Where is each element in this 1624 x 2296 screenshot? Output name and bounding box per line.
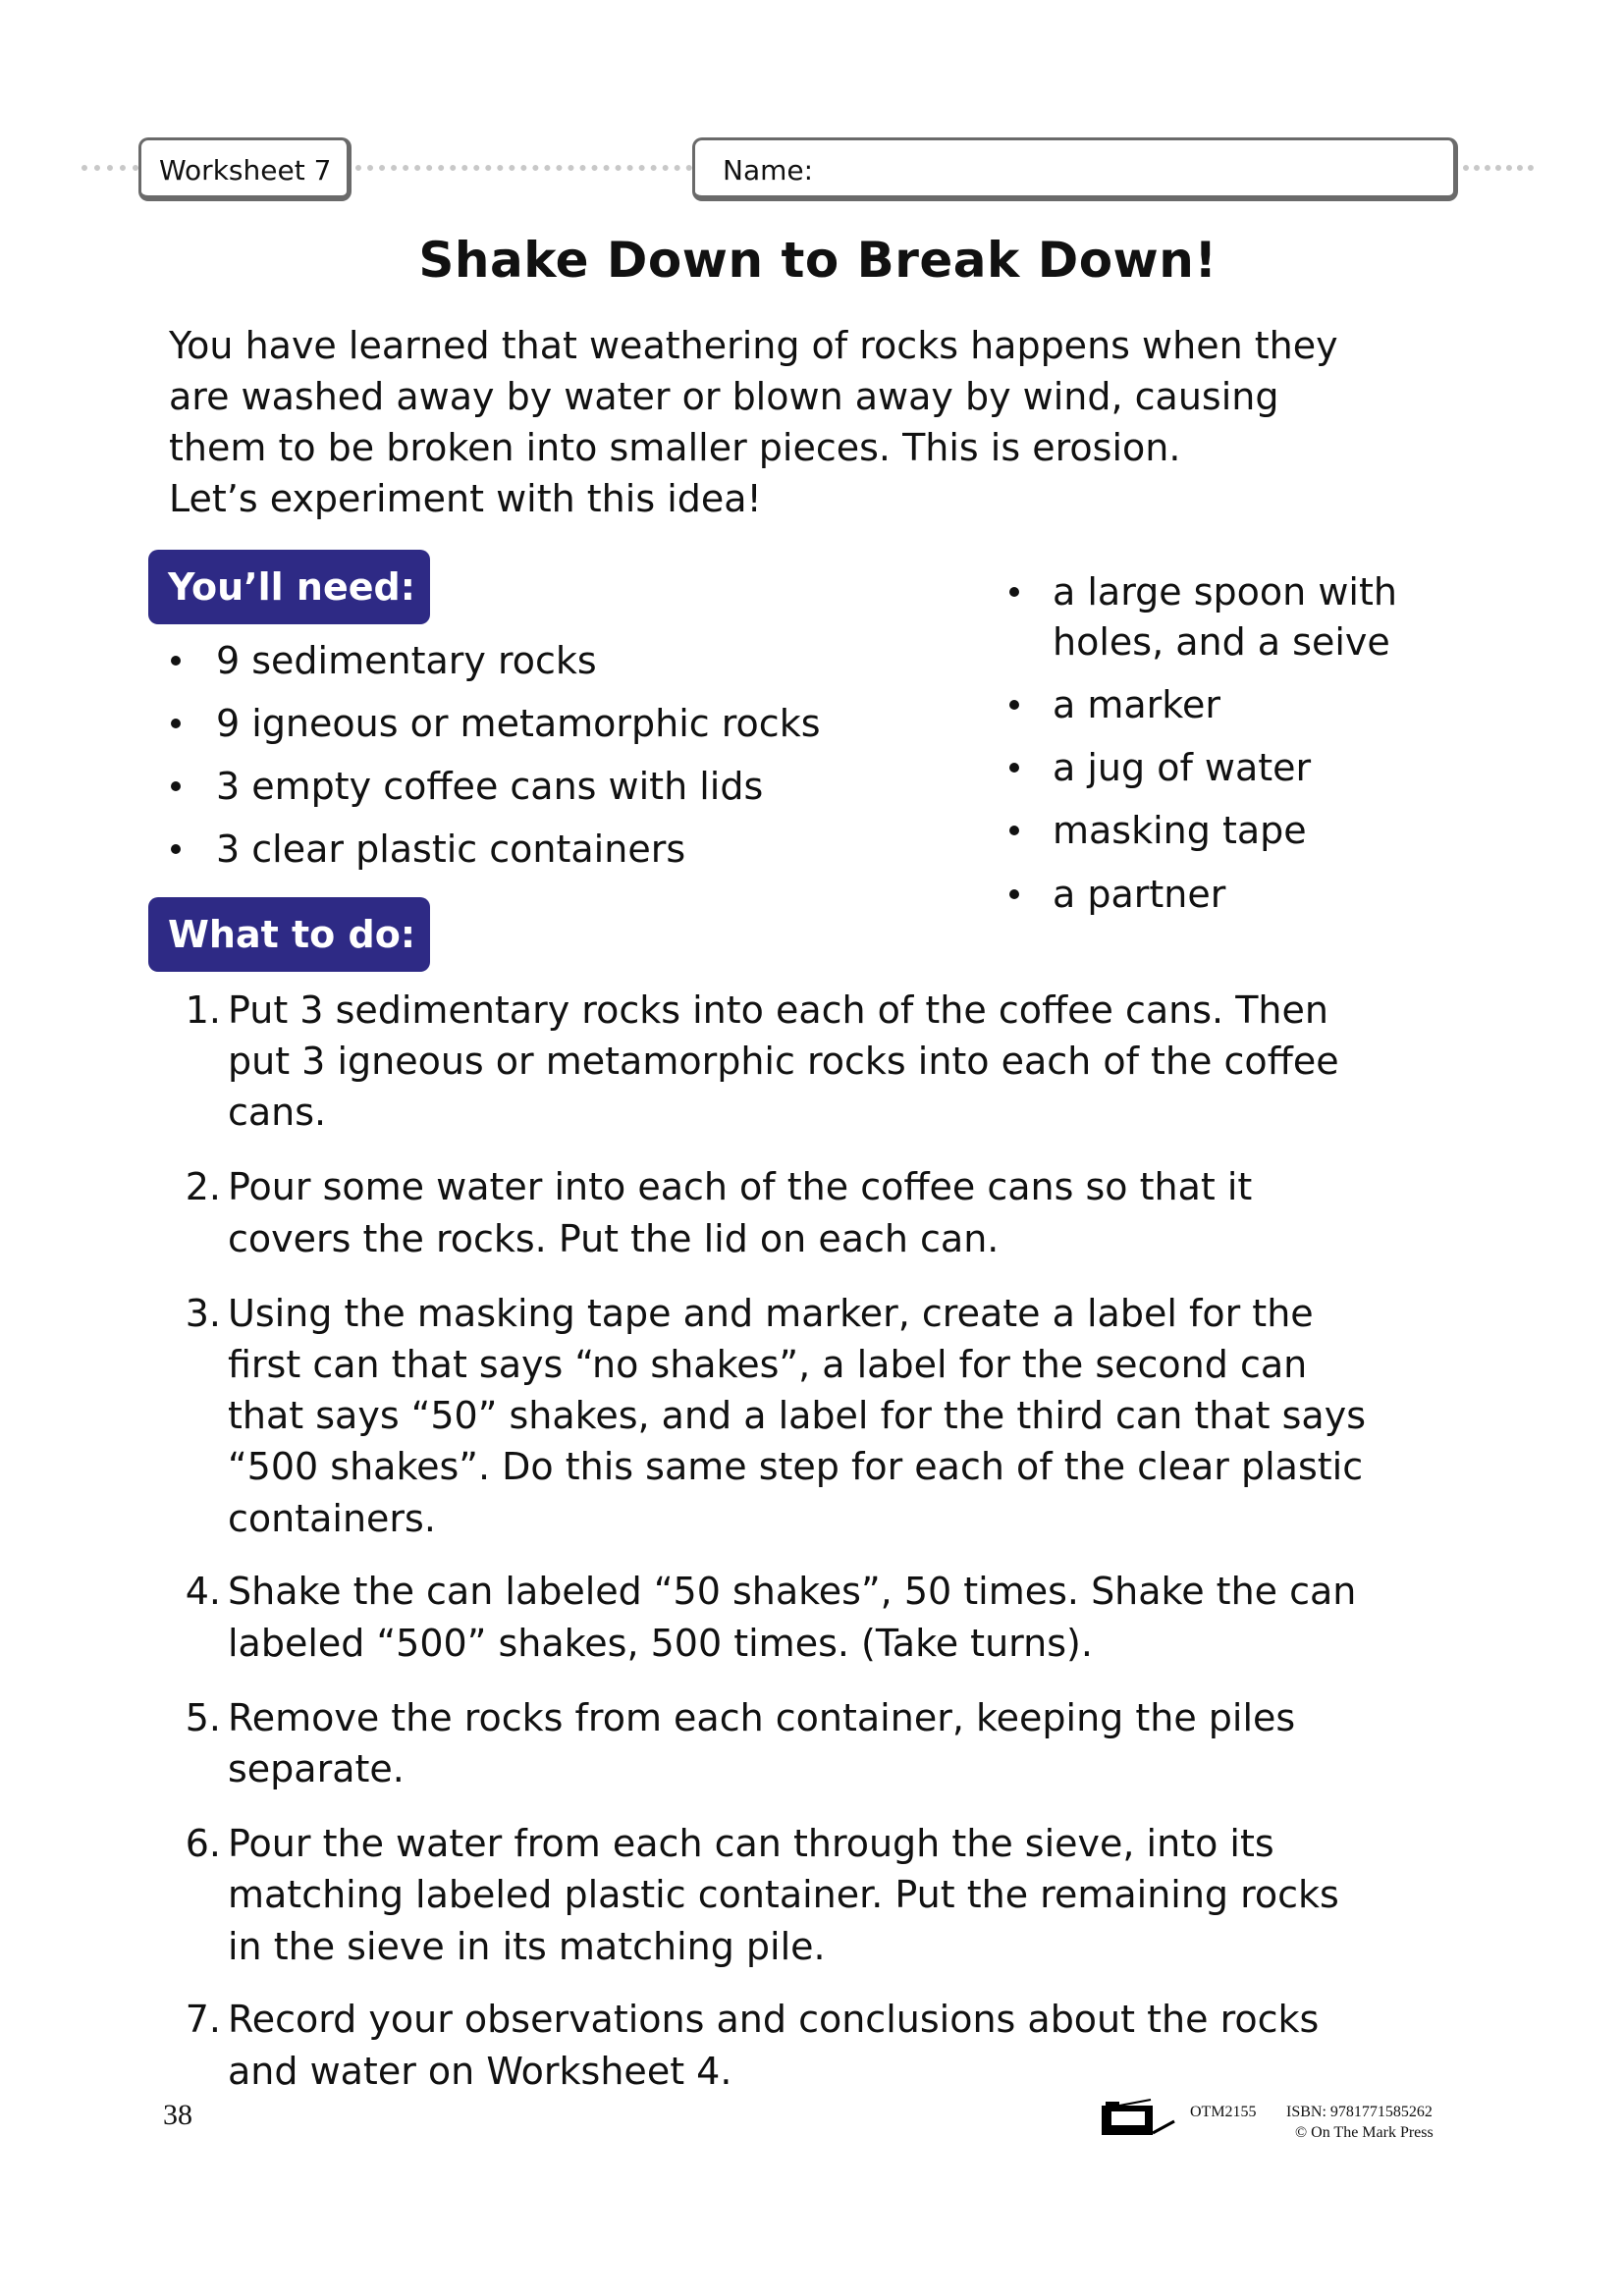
name-label: Name: — [723, 154, 814, 187]
bullet-icon — [1009, 700, 1019, 710]
worksheet-label: Worksheet 7 — [159, 154, 332, 187]
step-text: Using the masking tape and marker, create a label for the — [228, 1292, 1314, 1335]
step-text: Put 3 sedimentary rocks into each of the coffee cans. Then — [228, 988, 1328, 1032]
step-text: cans. — [228, 1091, 327, 1134]
copyright: © On The Mark Press — [1295, 2124, 1434, 2141]
step-number: 1. — [185, 988, 221, 1032]
list-item-text: a marker — [1053, 683, 1220, 726]
list-item-text: 9 igneous or metamorphic rocks — [216, 702, 821, 745]
step-number: 6. — [185, 1822, 221, 1865]
page-number: 38 — [163, 2099, 192, 2131]
step-text: put 3 igneous or metamorphic rocks into each of the coffee — [228, 1040, 1339, 1083]
bullet-icon — [171, 844, 181, 854]
step-text: “500 shakes”. Do this same step for each of the clear plastic — [228, 1445, 1364, 1488]
bullet-icon — [1009, 826, 1019, 835]
bullet-icon — [1009, 763, 1019, 773]
product-code: OTM2155 — [1190, 2104, 1257, 2120]
name-field[interactable] — [692, 137, 1458, 201]
list-item-text: a large spoon with — [1053, 570, 1397, 614]
photocopier-icon — [1100, 2098, 1178, 2137]
intro-line: Let’s experiment with this idea! — [169, 477, 762, 520]
step-text: separate. — [228, 1747, 405, 1790]
intro-line: are washed away by water or blown away by wind, causing — [169, 375, 1279, 418]
steps-heading: What to do: — [168, 913, 416, 956]
intro-line: them to be broken into smaller pieces. This is erosion. — [169, 426, 1181, 469]
list-item-text: a jug of water — [1053, 746, 1312, 789]
bullet-icon — [1009, 587, 1019, 597]
bullet-icon — [171, 781, 181, 791]
list-item-text: 9 sedimentary rocks — [216, 639, 597, 682]
header-dashes-left — [81, 165, 138, 171]
step-number: 2. — [185, 1165, 221, 1208]
materials-heading: You’ll need: — [168, 565, 415, 609]
list-item-text: 3 empty coffee cans with lids — [216, 765, 764, 808]
step-text: labeled “500” shakes, 500 times. (Take turns). — [228, 1622, 1093, 1665]
step-text: in the sieve in its matching pile. — [228, 1925, 826, 1968]
step-text: Shake the can labeled “50 shakes”, 50 times. Shake the can — [228, 1570, 1357, 1613]
step-text: containers. — [228, 1497, 436, 1540]
bullet-icon — [1009, 889, 1019, 899]
step-text: Remove the rocks from each container, keeping the piles — [228, 1696, 1296, 1739]
step-text: covers the rocks. Put the lid on each can. — [228, 1217, 1000, 1260]
step-text: Record your observations and conclusions about the rocks — [228, 1998, 1320, 2041]
page-title: Shake Down to Break Down! — [418, 232, 1218, 289]
list-item-text: masking tape — [1053, 809, 1307, 852]
step-number: 5. — [185, 1696, 221, 1739]
step-number: 4. — [185, 1570, 221, 1613]
step-number: 7. — [185, 1998, 221, 2041]
step-text: first can that says “no shakes”, a label for the second can — [228, 1343, 1308, 1386]
list-item-text: 3 clear plastic containers — [216, 828, 686, 871]
step-text: and water on Worksheet 4. — [228, 2050, 732, 2093]
materials-heading-badge — [148, 550, 430, 624]
list-item-text: a partner — [1053, 873, 1226, 916]
step-text: that says “50” shakes, and a label for the third can that says — [228, 1394, 1366, 1437]
step-number: 3. — [185, 1292, 221, 1335]
bullet-icon — [171, 719, 181, 728]
isbn: ISBN: 9781771585262 — [1286, 2104, 1433, 2120]
list-item-text: holes, and a seive — [1053, 620, 1390, 664]
worksheet-label-box — [138, 137, 352, 201]
header-dashes-middle — [355, 165, 692, 171]
steps-heading-badge — [148, 897, 430, 972]
header-dashes-right — [1463, 165, 1534, 171]
bullet-icon — [171, 656, 181, 666]
step-text: Pour some water into each of the coffee cans so that it — [228, 1165, 1253, 1208]
step-text: matching labeled plastic container. Put the remaining rocks — [228, 1873, 1339, 1916]
step-text: Pour the water from each can through the sieve, into its — [228, 1822, 1274, 1865]
intro-line: You have learned that weathering of rocks happens when they — [169, 324, 1338, 367]
